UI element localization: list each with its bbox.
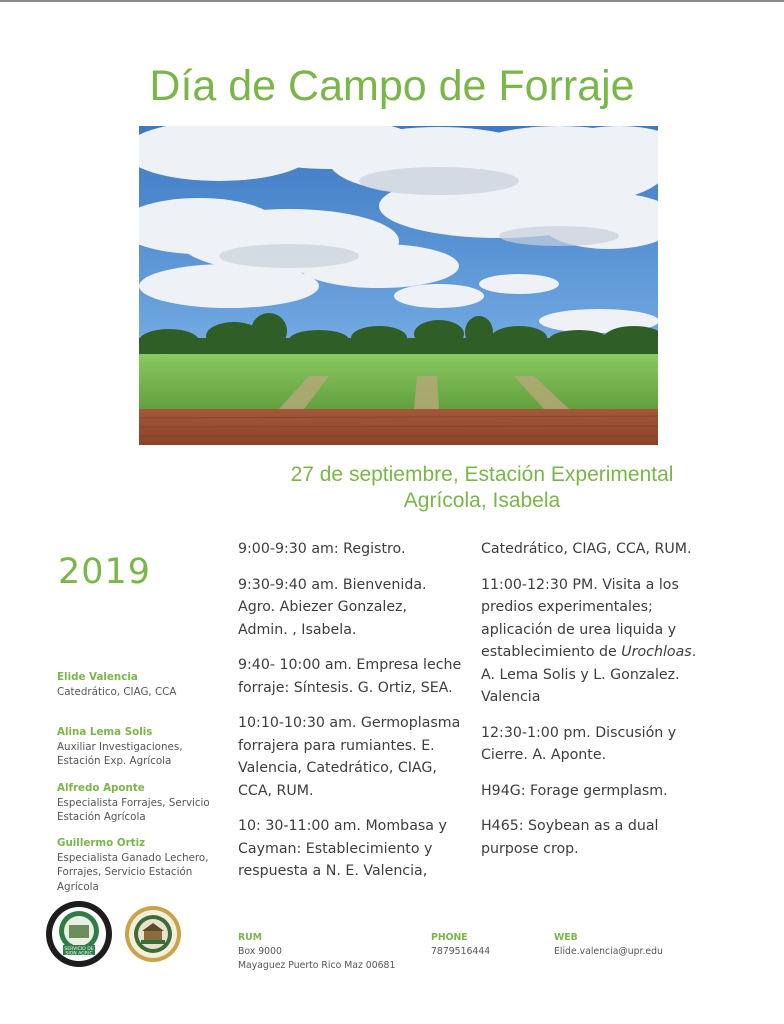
footer-web	[554, 931, 663, 959]
schedule-line: Catedrático, CIAG, CCA, RUM.	[481, 541, 692, 557]
schedule-line: establecimiento de	[481, 644, 622, 660]
schedule-line: H465: Soybean as a dual	[481, 818, 659, 834]
staff-name: Alfredo Aponte	[57, 782, 145, 794]
schedule-line: 10: 30-11:00 am. Mombasa y	[238, 818, 447, 834]
schedule-item	[238, 538, 466, 561]
staff-entry	[57, 670, 227, 699]
schedule-line: H94G: Forage germplasm.	[481, 782, 668, 799]
staff-role: Especialista Ganado Lechero,	[57, 851, 209, 864]
schedule-line: forraje: Síntesis. G. Ortiz, SEA.	[238, 679, 453, 696]
field-landscape-photo	[139, 126, 658, 445]
schedule-item	[481, 538, 709, 561]
schedule-line: A. Lema Solis y L. Gonzalez.	[481, 666, 680, 683]
schedule-item	[481, 722, 709, 767]
page-title: Día de Campo de Forraje	[149, 62, 635, 110]
schedule-line: Cierre. A. Aponte.	[481, 747, 607, 763]
schedule-line: forrajera para rumiantes. E.	[238, 737, 435, 754]
schedule-line: 12:30-1:00 pm. Discusión y	[481, 724, 677, 741]
schedule-line: 11:00-12:30 PM. Visita a los	[481, 576, 679, 593]
staff-entry	[57, 836, 227, 894]
footer-address-line: Mayaguez Puerto Rico Maz 00681	[238, 960, 396, 971]
schedule-line: predios experimentales;	[481, 599, 653, 615]
footer-phone	[431, 931, 490, 959]
schedule-line: aplicación de urea liquida y	[481, 621, 677, 638]
seal-text: SION AGRIC	[65, 951, 93, 957]
staff-name: Guillermo Ortiz	[57, 837, 146, 849]
subtitle-line-1: 27 de septiembre, Estación Experimental	[290, 463, 674, 486]
schedule-item	[238, 654, 466, 699]
schedule-item	[481, 574, 709, 709]
footer-label: WEB	[554, 932, 578, 943]
schedule-line: CCA, RUM.	[238, 782, 314, 799]
staff-role: Especialista Forrajes, Servicio	[57, 796, 210, 809]
schedule-line: respuesta a N. E. Valencia,	[238, 863, 428, 879]
schedule-line-italic: Urochloas	[621, 644, 692, 660]
footer-address	[238, 931, 395, 973]
staff-role: Estación Agrícola	[57, 811, 146, 823]
schedule-line: 9:30-9:40 am. Bienvenida.	[238, 576, 427, 593]
subtitle-line-2: Agrícola, Isabela	[403, 489, 561, 512]
staff-entry	[57, 781, 227, 825]
footer-address-line: Box 9000	[238, 946, 282, 957]
seal-text: SERVICIO DE	[64, 947, 94, 952]
schedule-item	[238, 574, 466, 642]
schedule-line: 9:00-9:30 am: Registro.	[238, 541, 406, 557]
schedule-column-1	[238, 538, 466, 896]
staff-role: Agrícola	[57, 880, 99, 893]
top-border	[0, 0, 784, 2]
footer-label: RUM	[238, 932, 262, 943]
servicio-extension-agricola-seal-icon	[44, 899, 114, 969]
schedule-item	[238, 712, 466, 802]
schedule-line: Valencia, Catedrático, CIAG,	[238, 760, 437, 776]
schedule-item	[481, 780, 709, 803]
schedule-line: Admin. , Isabela.	[238, 621, 357, 638]
staff-role: Catedrático, CIAG, CCA	[57, 685, 177, 698]
staff-role: Estación Exp. Agrícola	[57, 755, 172, 767]
schedule-item	[238, 815, 466, 883]
estacion-experimental-seal-icon	[124, 905, 182, 963]
phone-number: 7879516444	[431, 946, 491, 957]
schedule-line: Cayman: Establecimiento y	[238, 840, 433, 857]
staff-role: Auxiliar Investigaciones,	[57, 740, 183, 753]
schedule-line: .	[691, 644, 697, 660]
staff-entry	[57, 725, 227, 769]
schedule-line: 9:40- 10:00 am. Empresa leche	[238, 657, 462, 673]
event-year: 2019	[58, 552, 152, 592]
schedule-line: Valencia	[481, 689, 541, 705]
staff-role: Forrajes, Servicio Estación	[57, 866, 193, 878]
footer-label: PHONE	[431, 932, 468, 943]
schedule-line: 10:10-10:30 am. Germoplasma	[238, 715, 461, 731]
staff-name: Alina Lema Solis	[57, 726, 153, 738]
schedule-line: purpose crop.	[481, 840, 579, 857]
email-link[interactable]: Elide.valencia@upr.edu	[554, 946, 663, 957]
staff-name: Elide Valencia	[57, 671, 138, 683]
schedule-item	[481, 815, 709, 860]
schedule-line: Agro. Abiezer Gonzalez,	[238, 599, 408, 615]
schedule-column-2	[481, 538, 709, 873]
event-date-location	[230, 462, 734, 514]
